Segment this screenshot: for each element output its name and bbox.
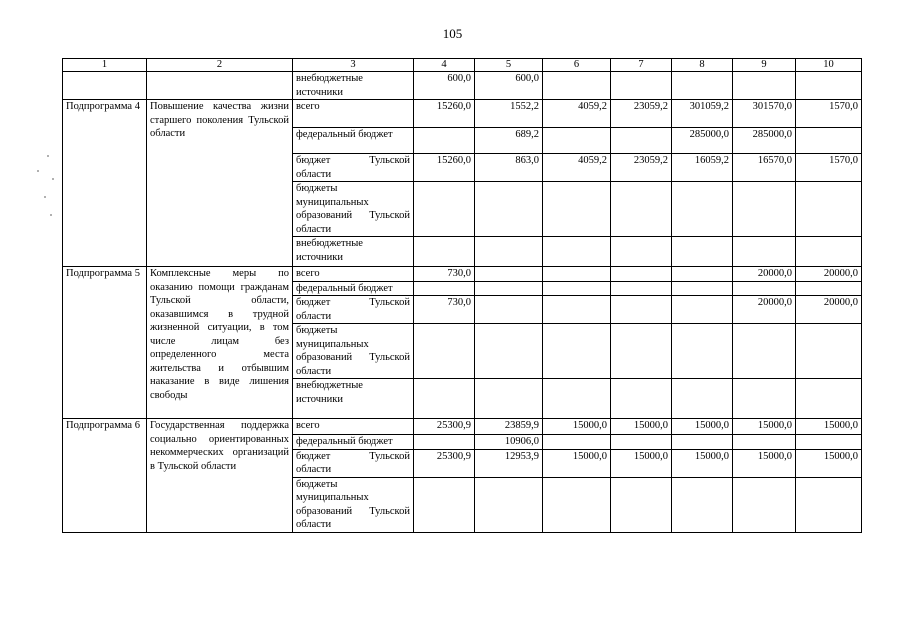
value-cell xyxy=(796,182,862,237)
funding-source-cell: внебюджетные источники xyxy=(293,379,414,419)
column-header: 9 xyxy=(733,59,796,72)
value-cell xyxy=(543,128,611,154)
value-cell xyxy=(543,182,611,237)
value-cell xyxy=(414,477,475,532)
value-cell: 10906,0 xyxy=(475,435,543,450)
scan-speck xyxy=(47,155,49,157)
value-cell: 15000,0 xyxy=(733,449,796,477)
funding-source-cell: бюджеты муниципальных образований Тульской области xyxy=(293,477,414,532)
value-cell: 863,0 xyxy=(475,154,543,182)
value-cell: 4059,2 xyxy=(543,100,611,128)
value-cell xyxy=(672,72,733,100)
value-cell: 25300,9 xyxy=(414,449,475,477)
value-cell xyxy=(611,477,672,532)
funding-source-cell: всего xyxy=(293,419,414,435)
funding-source-cell: всего xyxy=(293,267,414,282)
funding-source-cell: федеральный бюджет xyxy=(293,435,414,450)
value-cell xyxy=(475,324,543,379)
value-cell xyxy=(733,435,796,450)
program-cell: Подпрограмма 4 xyxy=(63,100,147,267)
table-row xyxy=(63,100,862,128)
column-header: 2 xyxy=(147,59,293,72)
value-cell: 730,0 xyxy=(414,267,475,282)
value-cell xyxy=(672,281,733,296)
funding-source-cell: бюджеты муниципальных образований Тульской области xyxy=(293,182,414,237)
value-cell xyxy=(543,281,611,296)
funding-source-cell: федеральный бюджет xyxy=(293,281,414,296)
program-name-cell: Комплексные меры по оказанию помощи гражданам Тульской области, оказавшимся в трудной жизненной ситуации, в том числе лицам без определенного места жительства и отбывшим наказание в виде лишения свободы xyxy=(147,267,293,419)
value-cell xyxy=(475,296,543,324)
column-header: 7 xyxy=(611,59,672,72)
value-cell: 20000,0 xyxy=(796,267,862,282)
value-cell: 23059,2 xyxy=(611,154,672,182)
value-cell xyxy=(733,182,796,237)
funding-source-cell: бюджет Тульской области xyxy=(293,449,414,477)
value-cell xyxy=(796,72,862,100)
value-cell xyxy=(611,324,672,379)
value-cell xyxy=(672,237,733,267)
value-cell: 15260,0 xyxy=(414,100,475,128)
table-row xyxy=(63,72,862,100)
value-cell xyxy=(611,281,672,296)
value-cell: 12953,9 xyxy=(475,449,543,477)
table-row xyxy=(63,419,862,435)
value-cell xyxy=(796,324,862,379)
value-cell xyxy=(414,128,475,154)
value-cell: 600,0 xyxy=(475,72,543,100)
scan-speck xyxy=(52,178,54,180)
value-cell xyxy=(672,267,733,282)
program-cell xyxy=(63,72,147,100)
scan-speck xyxy=(37,170,39,172)
value-cell: 20000,0 xyxy=(796,296,862,324)
value-cell xyxy=(796,477,862,532)
value-cell xyxy=(414,281,475,296)
column-header: 6 xyxy=(543,59,611,72)
funding-source-cell: всего xyxy=(293,100,414,128)
value-cell: 1570,0 xyxy=(796,100,862,128)
value-cell xyxy=(543,379,611,419)
value-cell: 15000,0 xyxy=(796,419,862,435)
value-cell: 285000,0 xyxy=(733,128,796,154)
column-header: 5 xyxy=(475,59,543,72)
value-cell: 23059,2 xyxy=(611,100,672,128)
value-cell xyxy=(611,72,672,100)
program-name-cell: Государственная поддержка социально ориентированных некоммерческих организаций в Тульской области xyxy=(147,419,293,533)
value-cell xyxy=(733,237,796,267)
column-header: 10 xyxy=(796,59,862,72)
value-cell xyxy=(475,237,543,267)
value-cell xyxy=(414,324,475,379)
value-cell: 15000,0 xyxy=(611,419,672,435)
scan-speck xyxy=(50,214,52,216)
value-cell xyxy=(672,324,733,379)
value-cell xyxy=(672,182,733,237)
budget-table xyxy=(62,58,862,533)
value-cell: 15000,0 xyxy=(796,449,862,477)
value-cell: 15000,0 xyxy=(733,419,796,435)
value-cell xyxy=(611,296,672,324)
value-cell xyxy=(611,435,672,450)
value-cell: 15000,0 xyxy=(672,419,733,435)
value-cell xyxy=(796,435,862,450)
program-cell: Подпрограмма 5 xyxy=(63,267,147,419)
value-cell: 15260,0 xyxy=(414,154,475,182)
value-cell: 16059,2 xyxy=(672,154,733,182)
value-cell xyxy=(475,379,543,419)
funding-source-cell: внебюджетные источники xyxy=(293,237,414,267)
value-cell: 23859,9 xyxy=(475,419,543,435)
value-cell: 4059,2 xyxy=(543,154,611,182)
program-cell: Подпрограмма 6 xyxy=(63,419,147,533)
value-cell xyxy=(611,237,672,267)
value-cell: 1552,2 xyxy=(475,100,543,128)
value-cell xyxy=(733,281,796,296)
value-cell xyxy=(414,237,475,267)
value-cell xyxy=(672,296,733,324)
value-cell: 25300,9 xyxy=(414,419,475,435)
column-header: 8 xyxy=(672,59,733,72)
value-cell xyxy=(796,379,862,419)
value-cell xyxy=(543,324,611,379)
value-cell: 730,0 xyxy=(414,296,475,324)
value-cell xyxy=(733,477,796,532)
value-cell xyxy=(475,281,543,296)
value-cell xyxy=(733,72,796,100)
value-cell: 301570,0 xyxy=(733,100,796,128)
value-cell xyxy=(733,324,796,379)
page-number: 105 xyxy=(442,26,463,41)
value-cell xyxy=(796,237,862,267)
value-cell xyxy=(543,72,611,100)
value-cell xyxy=(543,477,611,532)
program-name-cell xyxy=(147,72,293,100)
value-cell xyxy=(611,267,672,282)
value-cell xyxy=(414,435,475,450)
value-cell xyxy=(543,237,611,267)
column-header: 4 xyxy=(414,59,475,72)
value-cell xyxy=(543,435,611,450)
table-row xyxy=(63,267,862,282)
scan-speck xyxy=(44,196,46,198)
value-cell xyxy=(475,267,543,282)
value-cell: 689,2 xyxy=(475,128,543,154)
value-cell: 285000,0 xyxy=(672,128,733,154)
value-cell xyxy=(611,379,672,419)
column-header: 1 xyxy=(63,59,147,72)
value-cell xyxy=(796,281,862,296)
value-cell: 15000,0 xyxy=(611,449,672,477)
value-cell: 301059,2 xyxy=(672,100,733,128)
value-cell xyxy=(733,379,796,419)
value-cell xyxy=(672,379,733,419)
value-cell: 16570,0 xyxy=(733,154,796,182)
table-body xyxy=(63,72,862,533)
value-cell xyxy=(475,477,543,532)
value-cell xyxy=(414,182,475,237)
value-cell: 20000,0 xyxy=(733,267,796,282)
value-cell xyxy=(475,182,543,237)
funding-source-cell: бюджеты муниципальных образований Тульской области xyxy=(293,324,414,379)
program-name-cell: Повышение качества жизни старшего поколения Тульской области xyxy=(147,100,293,267)
funding-source-cell: внебюджетные источники xyxy=(293,72,414,100)
value-cell xyxy=(796,128,862,154)
value-cell: 15000,0 xyxy=(543,419,611,435)
value-cell xyxy=(543,267,611,282)
value-cell: 1570,0 xyxy=(796,154,862,182)
value-cell: 15000,0 xyxy=(543,449,611,477)
value-cell: 15000,0 xyxy=(672,449,733,477)
value-cell: 600,0 xyxy=(414,72,475,100)
funding-source-cell: бюджет Тульской области xyxy=(293,154,414,182)
column-header: 3 xyxy=(293,59,414,72)
value-cell xyxy=(543,296,611,324)
funding-source-cell: бюджет Тульской области xyxy=(293,296,414,324)
value-cell xyxy=(414,379,475,419)
value-cell xyxy=(672,477,733,532)
value-cell: 20000,0 xyxy=(733,296,796,324)
header-row xyxy=(63,59,862,72)
value-cell xyxy=(672,435,733,450)
value-cell xyxy=(611,182,672,237)
funding-source-cell: федеральный бюджет xyxy=(293,128,414,154)
value-cell xyxy=(611,128,672,154)
